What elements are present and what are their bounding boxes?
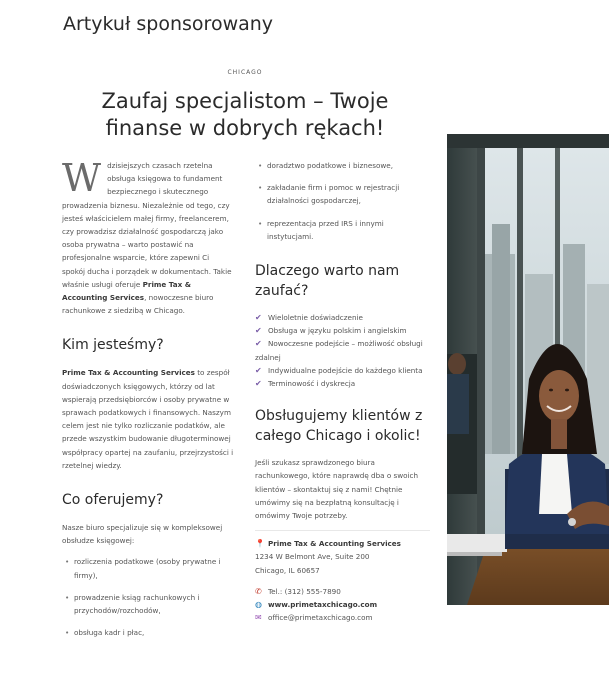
- article-middle-column: [255, 159, 430, 624]
- contact-phone[interactable]: Tel.: (312) 555-7890: [268, 586, 341, 596]
- serve-heading: Obsługujemy klientów z całego Chicago i okolic!: [255, 408, 423, 445]
- contact-block: [255, 530, 430, 624]
- intro-text-start: dzisiejszych czasach rzetelna obsługa księgowa to fundament bezpiecznego i skutecznego prowadzenia biznesu. Niezależnie od tego, czy jesteś właścicielem małej firmy, freelancerem, czy prowadzisz działalność gospodarczą jako osoba prywatna – warto postawić na profesjonalne wsparcie, które zapewni Ci spokój ducha i porządek w dokumentach. Takie właśnie usługi oferuje: [62, 161, 232, 289]
- intro-company-name: Prime Tax & Accounting Services: [62, 279, 192, 303]
- contact-company: Prime Tax & Accounting Services: [268, 539, 401, 549]
- about-paragraph: [62, 366, 234, 472]
- contact-company-line: [255, 537, 430, 550]
- check-icon: ✔: [255, 379, 262, 389]
- offer-item: • obsługa kadr i płac,: [62, 626, 234, 639]
- why-item-text: Obsługa w języku polskim i angielskim: [268, 326, 407, 336]
- phone-icon: ✆: [255, 586, 262, 596]
- map-pin-icon: 📍: [255, 539, 265, 549]
- why-item: [255, 377, 430, 390]
- offer-heading: Co oferujemy?: [62, 492, 164, 509]
- contact-email-line[interactable]: [255, 611, 430, 624]
- contact-email[interactable]: office@primetaxchicago.com: [268, 613, 373, 623]
- contact-website-line[interactable]: [255, 598, 430, 611]
- offer-item: • prowadzenie ksiąg rachunkowych i przychodów/rozchodów,: [62, 591, 234, 617]
- intro-text-end: , nowoczesne biuro rachunkowe z siedzibą w Chicago.: [62, 293, 214, 316]
- offer-item: • doradztwo podatkowe i biznesowe,: [255, 159, 430, 172]
- page-header: Artykuł sponsorowany: [63, 13, 274, 35]
- check-icon: ✔: [255, 365, 262, 375]
- contact-website[interactable]: www.primetaxchicago.com: [268, 600, 378, 610]
- offer-list-continued: [255, 159, 430, 243]
- article-left-column: [62, 156, 234, 639]
- why-list: [255, 311, 430, 390]
- check-icon: ✔: [255, 313, 262, 323]
- contact-address1: 1234 W Belmont Ave, Suite 200: [255, 552, 370, 562]
- about-text: to zespół doświadczonych księgowych, którzy od lat wspierają przedsiębiorców i osoby prywatne w sprawach podatkowych i finansowych. Naszym celem jest nie tylko rozliczanie podatków, ale przede wszystkim budowanie długoterminowej współpracy opartej na zaufaniu, przejrzystości i rzetelnej wiedzy.: [62, 368, 234, 470]
- about-heading: Kim jesteśmy?: [62, 337, 164, 354]
- globe-icon: ◍: [255, 600, 262, 610]
- why-heading: Dlaczego warto nam zaufać?: [255, 263, 400, 300]
- check-icon: ✔: [255, 326, 262, 336]
- article-kicker: CHICAGO: [227, 69, 263, 76]
- why-item-text: Terminowość i dyskrecja: [268, 379, 356, 389]
- article-photo: [447, 134, 609, 605]
- article-headline: Zaufaj specjalistom – Twoje finanse w dobrych rękach!: [101, 89, 389, 140]
- intro-paragraph: [62, 156, 234, 317]
- why-item-text: Nowoczesne podejście – możliwość obsługi zdalnej: [255, 339, 423, 362]
- envelope-icon: ✉: [255, 613, 262, 623]
- why-item: [255, 337, 430, 363]
- contact-address2: Chicago, IL 60657: [255, 565, 320, 575]
- serve-paragraph: Jeśli szukasz sprawdzonego biura rachunkowego, które naprawdę dba o swoich klientów – skontaktuj się z nami! Chętnie umówimy się na bezpłatną konsultację i omówimy Twoje potrzeby.: [255, 458, 419, 521]
- office-photo-illustration: [447, 134, 609, 605]
- why-item: [255, 364, 430, 377]
- about-company-name: Prime Tax & Accounting Services: [62, 368, 195, 378]
- offer-item: • reprezentacja przed IRS i innymi instytucjami.: [255, 217, 430, 243]
- offer-item: • zakładanie firm i pomoc w rejestracji działalności gospodarczej,: [255, 181, 430, 207]
- why-item: [255, 311, 430, 324]
- check-icon: ✔: [255, 339, 262, 349]
- contact-phone-line[interactable]: [255, 585, 430, 598]
- why-item-text: Wieloletnie doświadczenie: [268, 313, 363, 323]
- offer-intro: Nasze biuro specjalizuje się w kompleksowej obsłudze księgowej:: [62, 523, 223, 546]
- offer-list: [62, 555, 234, 639]
- drop-cap: W: [62, 156, 102, 200]
- why-item: [255, 324, 430, 337]
- why-item-text: Indywidualne podejście do każdego klienta: [268, 365, 423, 375]
- offer-item: • rozliczenia podatkowe (osoby prywatne i firmy),: [62, 555, 234, 581]
